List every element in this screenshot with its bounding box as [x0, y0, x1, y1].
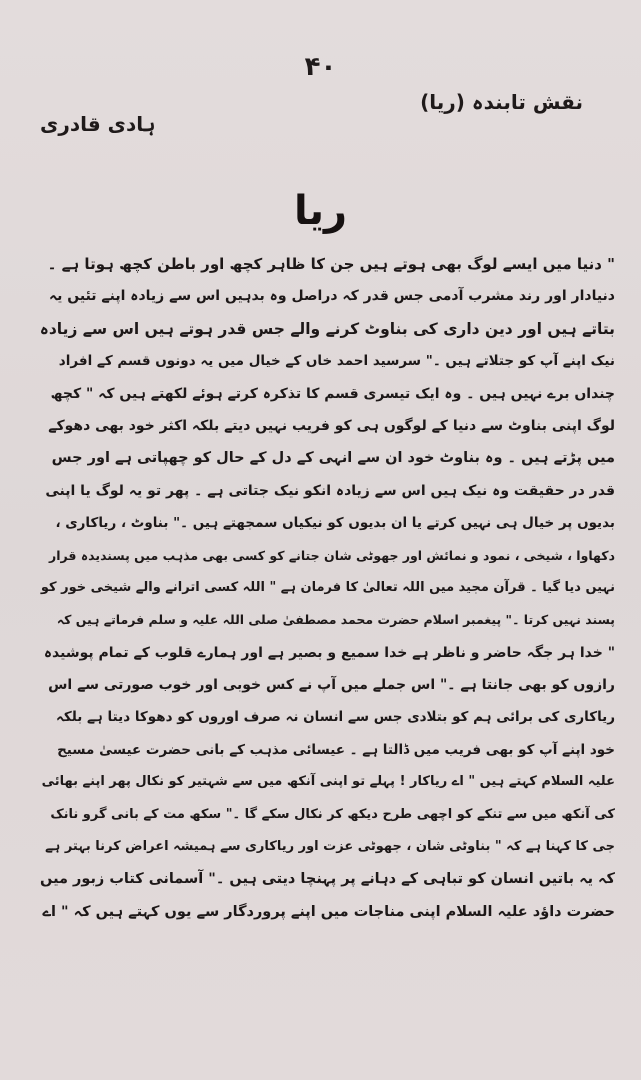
- page-number: ۴۰: [304, 52, 337, 82]
- text-line: حضرت داؤد علیہ السلام اپنی مناجات میں اپنے پروردگار سے یوں کہتے ہیں کہ " اے: [42, 903, 615, 920]
- text-line: دنیادار اور رند مشرب آدمی جس قدر کہ دراصل وہ بدہیں اس سے زیادہ اپنے تئیں یہ: [48, 288, 615, 305]
- text-line: کہ یہ باتیں انسان کو تباہی کے دہانے پر پہنچا دیتی ہیں ۔" آسمانی کتاب زبور میں: [40, 871, 615, 888]
- text-line: علیہ السلام کہتے ہیں " اے ریاکار ! پہلے تو اپنی آنکھ میں سے شہتیر کو نکال پھر اپنے بھائی: [41, 774, 615, 790]
- text-line: میں پڑتے ہیں ۔ وہ بناوٹ خود ان سے انہی کے دل کے حال کو چھپاتی ہے اور جس: [51, 450, 615, 467]
- text-line: بدیوں پر خیال ہی نہیں کرتے یا ان بدیوں کو نیکیاں سمجھتے ہیں ۔" بناوٹ ، ریاکاری ،: [55, 515, 615, 532]
- text-line: خود اپنے آپ کو بھی فریب میں ڈالتا ہے ۔ عیسائی مذہب کے بانی حضرت عیسیٰ مسیح: [57, 741, 615, 758]
- text-line: قدر در حقیقت وہ نیک ہیں اس سے زیادہ انکو نیک جتاتی ہے ۔ پھر تو یہ لوگ یا اپنی: [45, 482, 615, 499]
- body-text: [40, 248, 615, 928]
- text-line: لوگ اپنی بناوٹ سے دنیا کے لوگوں ہی کو فریب نہیں دیتے بلکہ اکثر خود بھی دھوکے: [48, 417, 615, 434]
- chapter-title: ریا: [293, 188, 348, 234]
- text-line: رازوں کو بھی جانتا ہے ۔" اس جملے میں آپ نے کس خوبی اور خوب صورتی سے اس: [48, 677, 615, 694]
- text-line: کی آنکھ میں سے تنکے کو اچھی طرح دیکھ کر نکال سکے گا ۔" سکھ مت کے بانی گرو نانک: [50, 806, 615, 822]
- text-line: پسند نہیں کرتا ۔" پیغمبر اسلام حضرت محمد مصطفیٰ صلی اللہ علیہ و سلم فرماتے ہیں کہ: [56, 612, 615, 628]
- text-line: نیک اپنے آپ کو جتلاتے ہیں ۔" سرسید احمد خاں کے خیال میں یہ دونوں قسم کے افراد: [58, 353, 615, 370]
- text-line: ریاکاری کی برائی ہم کو بتلادی جس سے انسان نہ صرف اوروں کو دھوکا دیتا ہے بلکہ: [55, 709, 615, 726]
- text-line: نہیں دیا گیا ۔ قرآن مجید میں اللہ تعالیٰ کا فرمان ہے " اللہ کسی اترانے والے شیخی خور کو: [40, 579, 615, 595]
- text-line: " خدا ہر جگہ حاضر و ناظر ہے خدا سمیع و بصیر ہے اور ہمارے قلوب کے تمام پوشیدہ: [43, 644, 615, 661]
- text-line: جی کا کہنا ہے کہ " بناوٹی شان ، جھوٹی عزت اور ریاکاری سے ہمیشہ اعراض کرنا بہتر ہے: [45, 839, 615, 855]
- text-line: بتاتے ہیں اور دین داری کی بناوٹ کرنے والے جس قدر ہوتے ہیں اس سے زیادہ: [40, 319, 615, 338]
- running-header-title: نقش تابندہ (ریا): [420, 90, 583, 114]
- running-header-author: ہادی قادری: [40, 112, 156, 136]
- text-line: دکھاوا ، شیخی ، نمود و نمائش اور جھوٹی شان جتانے کو کسی بھی مذہب میں پسندیدہ قرار: [49, 547, 615, 563]
- text-line: چنداں برے نہیں ہیں ۔ وہ ایک تیسری قسم کا تذکرہ کرتے ہوئے لکھتے ہیں کہ " کچھ: [50, 385, 615, 402]
- text-line: " دنیا میں ایسے لوگ بھی ہوتے ہیں جن کا ظاہر کچھ اور باطن کچھ ہوتا ہے ۔: [47, 255, 615, 273]
